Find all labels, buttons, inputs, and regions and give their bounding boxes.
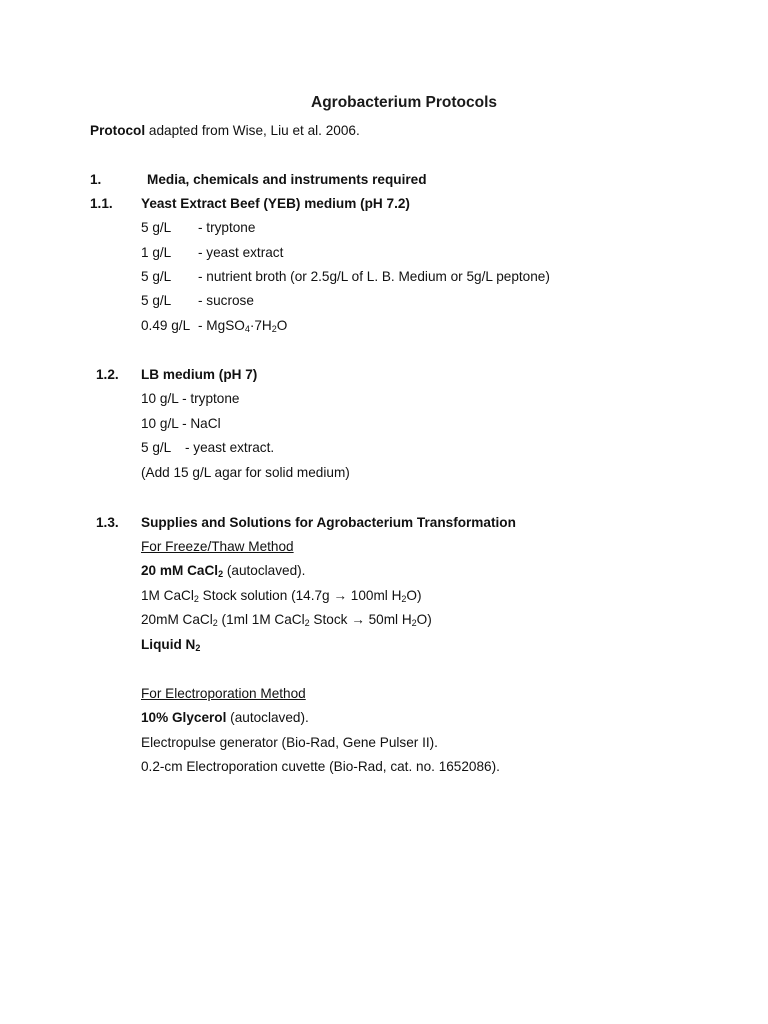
glycerol-line: 10% Glycerol (autoclaved). bbox=[141, 710, 309, 725]
page-title: Agrobacterium Protocols bbox=[311, 94, 498, 111]
lb-note: (Add 15 g/L agar for solid medium) bbox=[141, 465, 350, 480]
section1-1-number: 1.1. bbox=[90, 196, 113, 211]
cacl2-line: 20 mM CaCl$_2$ (autoclaved). bbox=[141, 563, 306, 579]
yeb-item-desc: - sucrose bbox=[198, 293, 254, 308]
yeb-item-qty: 5 g/L bbox=[141, 220, 172, 235]
section1-number: 1. bbox=[90, 172, 102, 187]
freeze-thaw-method-heading: For Freeze/Thaw Method bbox=[141, 539, 294, 554]
section1-1-heading: Yeast Extract Beef (YEB) medium (pH 7.2) bbox=[141, 196, 410, 211]
yeb-item-qty: 0.49 g/L bbox=[141, 318, 191, 333]
cacl2-dilution-line: 20mM CaCl$_2$ (1ml 1M CaCl$_2$ Stock → 50ml $H_2O$) bbox=[141, 612, 432, 628]
section1-2-heading: LB medium (pH 7) bbox=[141, 367, 258, 382]
lb-yeast-qty: 5 g/L bbox=[141, 440, 172, 455]
intro-bold: Protocol bbox=[90, 123, 146, 138]
liquid-n2-line: Liquid $N_2$ bbox=[141, 637, 201, 653]
lb-yeast-desc: - yeast extract. bbox=[185, 440, 275, 455]
section1-3-number: 1.3. bbox=[96, 515, 119, 530]
yeb-item-desc: - tryptone bbox=[198, 220, 256, 235]
section1-2-number: 1.2. bbox=[96, 367, 119, 382]
section1-heading: Media, chemicals and instruments required bbox=[147, 172, 427, 187]
cacl2-stock-line: 1M CaCl$_2$ Stock solution (14.7g → 100ml $H_2O$) bbox=[141, 588, 422, 604]
intro-rest: adapted from Wise, Liu et al. 2006. bbox=[145, 123, 360, 138]
section1-3-heading: Supplies and Solutions for Agrobacterium Transformation bbox=[141, 515, 516, 530]
lb-line: 10 g/L - NaCl bbox=[141, 416, 221, 431]
intro-line bbox=[90, 122, 360, 140]
yeb-item-desc: - yeast extract bbox=[198, 245, 284, 260]
lb-line: 10 g/L - tryptone bbox=[141, 391, 240, 406]
yeb-item-qty: 5 g/L bbox=[141, 293, 172, 308]
right-arrow-icon: → bbox=[351, 612, 365, 627]
cuvette-line: 0.2-cm Electroporation cuvette (Bio-Rad, cat. no. 1652086). bbox=[141, 759, 500, 774]
electroporation-method-heading: For Electroporation Method bbox=[141, 686, 306, 701]
electropulse-generator-line: Electropulse generator (Bio-Rad, Gene Pulser II). bbox=[141, 735, 438, 750]
yeb-item-desc: - nutrient broth (or 2.5g/L of L. B. Medium or 5g/L peptone) bbox=[198, 269, 550, 284]
yeb-item-qty: 1 g/L bbox=[141, 245, 172, 260]
right-arrow-icon: → bbox=[333, 588, 347, 603]
yeb-item-qty: 5 g/L bbox=[141, 269, 172, 284]
yeb-mgso4: - $MgSO_4\cdot 7H_2O$ bbox=[198, 318, 288, 334]
